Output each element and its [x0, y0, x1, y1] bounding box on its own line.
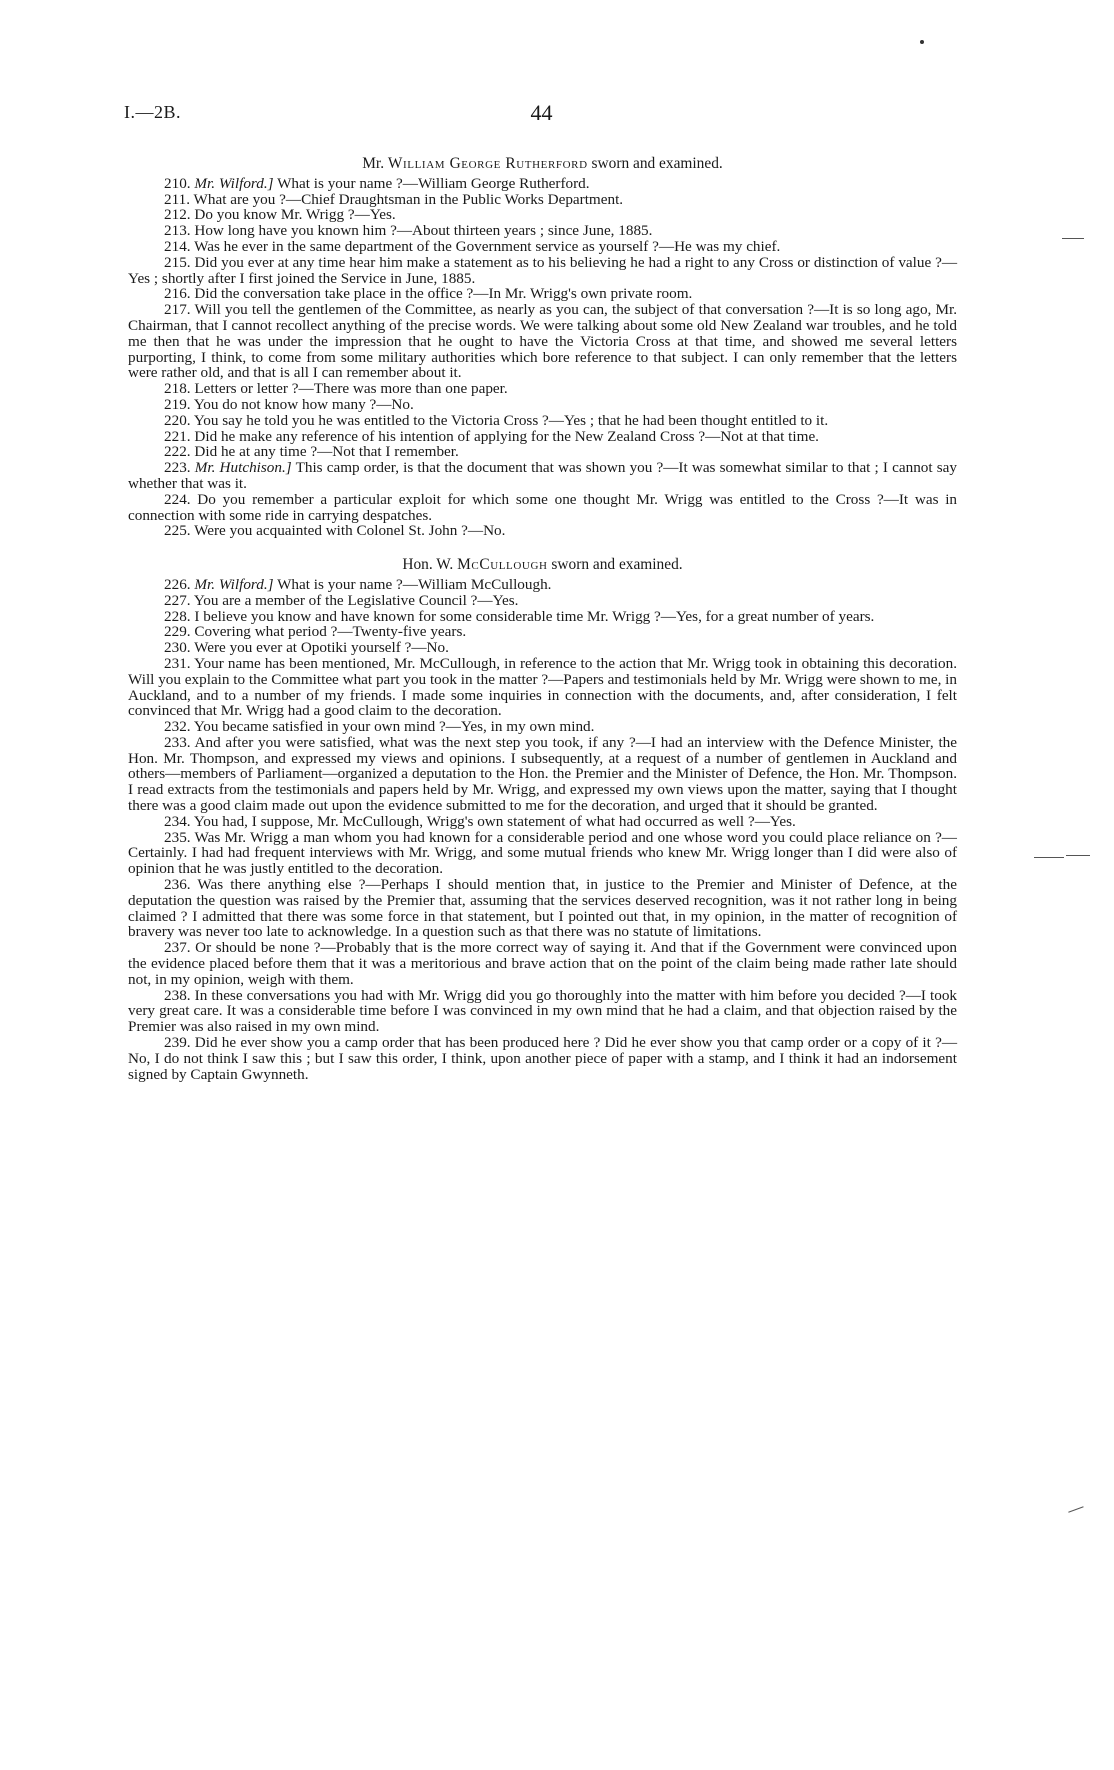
question-number: 213. — [164, 222, 191, 240]
document-reference: I.—2B. — [124, 102, 181, 122]
exchange-text: Did the conversation take place in the office ?—In Mr. Wrigg's own private room. — [194, 285, 693, 303]
heading-suffix: sworn and examined. — [587, 155, 723, 172]
question-answer — [128, 940, 957, 987]
margin-mark — [1062, 238, 1084, 239]
exchange-text: Did you ever at any time hear him make a statement as to his believing he had a right to any Cross or distinction of value ?—Yes ; shortly after I first joined the Service in June, 1885. — [128, 253, 958, 287]
exchange-text: You had, I suppose, Mr. McCullough, Wrigg's own statement of what had occurred as well ?—Yes. — [193, 812, 796, 830]
question-number: 229. — [164, 623, 191, 641]
exchange-text: Did he ever show you a camp order that has been produced here ? Did he ever show you that camp order or a copy of it ?—No, I do not think I saw this ; but I saw this order, I think, upon another piece of paper with a stamp, and I think it had an indorsement signed by Captain Gwynneth. — [128, 1034, 958, 1083]
question-number: 211. — [164, 190, 191, 208]
witness-heading — [128, 156, 957, 172]
exchange-text: Letters or letter ?—There was more than one paper. — [194, 380, 508, 398]
question-number: 219. — [164, 395, 191, 413]
question-answer — [128, 302, 957, 381]
witness-heading — [128, 557, 957, 573]
question-answer — [128, 492, 957, 524]
exchange-text: Or should be none ?—Probably that is the more correct way of saying it. And that if the Government were convinced upon the evidence placed before them that it was a meritorious and brave action that on the point of the claim being made rather late should not, in my opinion, weigh with them. — [128, 939, 958, 988]
exchange-text: Was he ever in the same department of the Government service as yourself ?—He was my chief. — [194, 237, 781, 255]
exchange-text: You do not know how many ?—No. — [193, 395, 414, 413]
examiner-name: Mr. Wilford.] — [194, 575, 274, 593]
exchange-text: Did he make any reference of his intention of applying for the New Zealand Cross ?—Not at that time. — [194, 427, 819, 445]
exchange-text: What is your name ?—William George Rutherford. — [273, 174, 590, 192]
heading-suffix: sworn and examined. — [547, 556, 683, 574]
question-answer — [128, 223, 957, 239]
question-number: 212. — [164, 206, 191, 224]
question-number: 228. — [164, 607, 191, 625]
margin-mark — [1034, 857, 1064, 858]
exchange-text: What are you ?—Chief Draughtsman in the Public Works Department. — [193, 190, 624, 208]
question-number: 225. — [164, 522, 191, 540]
section-gap — [128, 539, 957, 553]
question-answer — [128, 255, 957, 287]
exchange-text: In these conversations you had with Mr. Wrigg did you go thoroughly into the matter with him before you decided ?—I took very great care. It was a considerable time before I was convinced in my own mind that he had a claim, and that objection raised by the Premier was also raised in my own mind. — [128, 986, 958, 1036]
question-answer — [128, 609, 957, 625]
exchange-text: Covering what period ?—Twenty-five years. — [194, 623, 467, 641]
question-number: 235. — [164, 828, 191, 846]
question-answer — [128, 814, 957, 830]
question-number: 232. — [164, 718, 191, 736]
question-answer — [128, 877, 957, 940]
question-answer — [128, 239, 957, 255]
exchange-text: How long have you known him ?—About thirteen years ; since June, 1885. — [194, 222, 653, 240]
question-number: 221. — [164, 427, 191, 445]
question-answer — [128, 207, 957, 223]
question-number: 230. — [164, 639, 191, 657]
page-number: 44 — [530, 100, 553, 125]
question-number: 227. — [164, 591, 191, 609]
ink-speck — [920, 40, 924, 44]
question-answer — [128, 413, 957, 429]
exchange-text: Your name has been mentioned, Mr. McCullough, in reference to the action that Mr. Wrigg took in obtaining this decoration. Will you explain to the Committee what part you took in the matter ?—Papers and testimonials held by Mr. Wrigg were shown to me, in Auckland, and to a number of my friends. I made some inquiries in connection with the documents, and, after consideration, I felt convinced that Mr. Wrigg had a good claim to the decoration. — [128, 654, 957, 720]
question-answer — [128, 577, 957, 593]
question-number: 223. — [164, 459, 191, 477]
exchange-text: What is your name ?—William McCullough. — [273, 575, 552, 593]
question-number: 217. — [164, 301, 191, 319]
exchange-text: Will you tell the gentlemen of the Committee, as nearly as you can, the subject of that conversation ?—It is so long ago, Mr. Chairman, that I cannot recollect anything of the precise words. We were talking about some old New Zealand war troubles, and he told me then that he was under the impression that he ought to have the Victoria Cross at that time, and showed me several letters purporting, I think, to come from some military authorities which bore reference to that subject. I can only remember that the letters were rather old, and that is all I can remember about it. — [128, 301, 957, 382]
examiner-name: Mr. Wilford.] — [194, 174, 274, 192]
heading-prefix: Mr. — [362, 155, 388, 172]
exchange-text: You became satisfied in your own mind ?—Yes, in my own mind. — [193, 718, 595, 736]
margin-mark — [1066, 855, 1090, 856]
question-answer — [128, 719, 957, 735]
exchange-text: Do you remember a particular exploit for which some one thought Mr. Wrigg was entitled to the Cross ?—It was in connection with some ride in carrying despatches. — [128, 490, 958, 524]
question-number: 210. — [164, 174, 191, 192]
witness-name: McCullough — [457, 556, 548, 574]
exchange-text: This camp order, is that the document that was shown you ?—It was somewhat similar to that ; I cannot say whether that was it. — [128, 459, 957, 492]
running-head — [124, 100, 959, 130]
question-number: 222. — [164, 443, 191, 461]
question-answer — [128, 523, 957, 539]
question-number: 220. — [164, 411, 191, 429]
question-number: 239. — [164, 1034, 191, 1052]
question-number: 233. — [164, 733, 191, 751]
question-answer — [128, 830, 957, 877]
question-number: 238. — [164, 986, 191, 1004]
question-number: 236. — [164, 876, 191, 894]
question-answer — [128, 286, 957, 302]
question-number: 218. — [164, 380, 191, 398]
exchange-text: Did he at any time ?—Not that I remember. — [194, 443, 459, 461]
question-answer — [128, 192, 957, 208]
exchange-text: You are a member of the Legislative Council ?—Yes. — [193, 591, 519, 609]
question-answer — [128, 397, 957, 413]
question-answer — [128, 640, 957, 656]
exchange-text: Were you acquainted with Colonel St. John ?—No. — [194, 522, 506, 540]
question-number: 231. — [164, 654, 191, 672]
question-answer — [128, 429, 957, 445]
witness-name: William George Rutherford — [387, 155, 588, 172]
question-answer — [128, 460, 957, 492]
question-number: 237. — [164, 939, 191, 957]
question-answer — [128, 381, 957, 397]
exchange-text: I believe you know and have known for some considerable time Mr. Wrigg ?—Yes, for a great number of years. — [194, 607, 875, 625]
heading-prefix: Hon. W. — [402, 556, 458, 574]
exchange-text: Was there anything else ?—Perhaps I should mention that, in justice to the Premier and Minister of Defence, at the deputation the question was raised by the Premier that, assuming that the services deserved recognition, was it not rather long in being claimed ? I admitted that there was some force in that statement, but I pointed out that, in my opinion, in the matter of recognition of bravery was never too late to acknowledge. In a question such as that there was no statute of limitations. — [128, 876, 957, 941]
question-answer — [128, 624, 957, 640]
testimony-body — [128, 152, 957, 1082]
question-answer — [128, 593, 957, 609]
question-number: 224. — [164, 490, 191, 508]
question-number: 226. — [164, 575, 191, 593]
question-number: 215. — [164, 253, 191, 271]
question-number: 216. — [164, 285, 191, 303]
examiner-name: Mr. Hutchison.] — [194, 459, 292, 477]
question-answer — [128, 988, 957, 1035]
margin-mark — [1068, 1506, 1084, 1513]
question-number: 214. — [164, 237, 191, 255]
question-number: 234. — [164, 812, 191, 830]
exchange-text: Do you know Mr. Wrigg ?—Yes. — [194, 206, 396, 224]
exchange-text: Were you ever at Opotiki yourself ?—No. — [194, 639, 449, 657]
question-answer — [128, 735, 957, 814]
question-answer — [128, 1035, 957, 1082]
exchange-text: And after you were satisfied, what was the next step you took, if any ?—I had an interview with the Defence Minister, the Hon. Mr. Thompson, and expressed my views and opinions. I subsequently, at a request of a number of gentlemen in Auckland and others—members of Parliament—organized a deputation to the Hon. the Premier and the Minister of Defence, the Hon. Mr. Thompson. I read extracts from the testimonials and papers held by Mr. Wrigg, and expressed my own views upon the matter, saying that I thought there was a good claim made out upon the evidence submitted to me for the decoration, and urged that it should be granted. — [128, 733, 957, 815]
exchange-text: Was Mr. Wrigg a man whom you had known for a considerable period and one whose word you could place reliance on ?—Certainly. I had had frequent interviews with Mr. Wrigg, and some mutual friends who knew Mr. Wrigg longer than I did were also of opinion that he was justly entitled to the decoration. — [128, 828, 957, 878]
question-answer — [128, 656, 957, 719]
exchange-text: You say he told you he was entitled to the Victoria Cross ?—Yes ; that he had been thought entitled to it. — [193, 411, 829, 429]
question-answer — [128, 176, 957, 192]
question-answer — [128, 444, 957, 460]
